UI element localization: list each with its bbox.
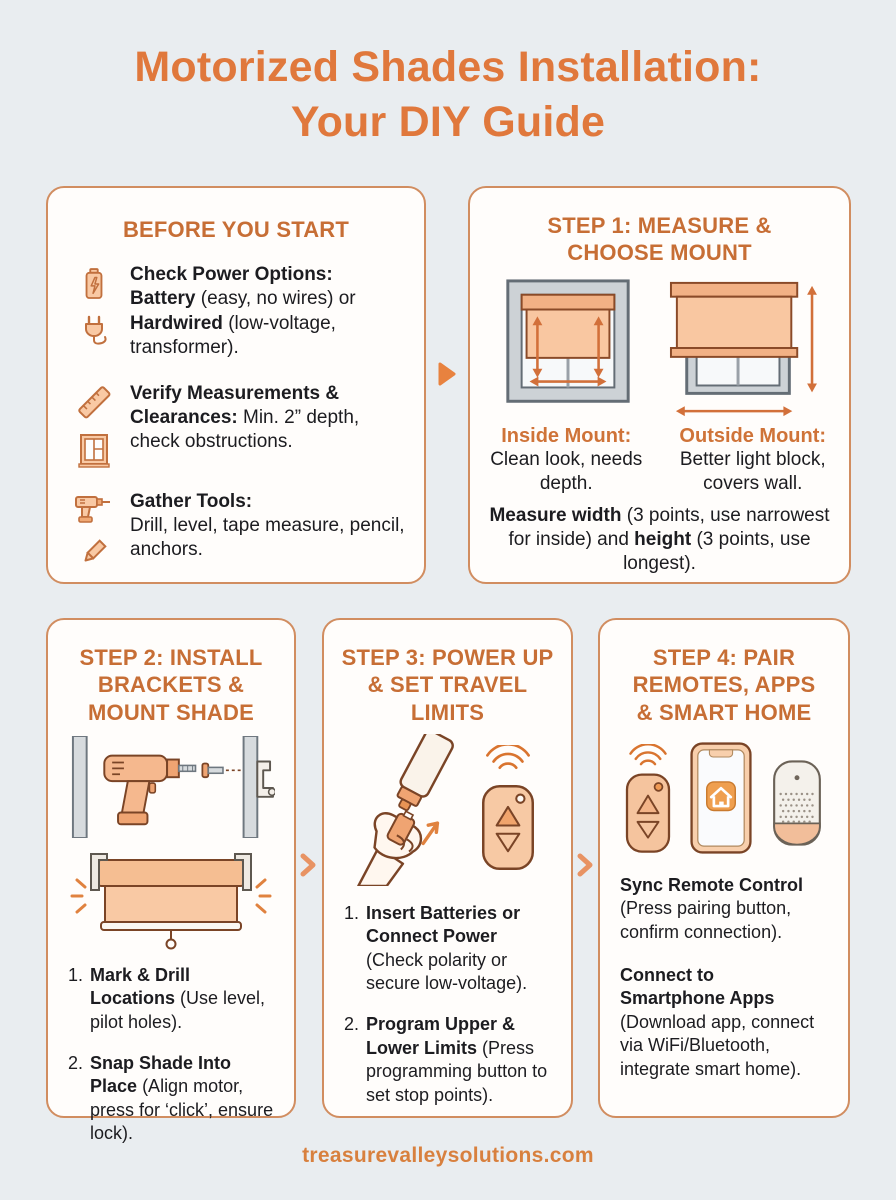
item-text xyxy=(366,1013,551,1107)
chevron-right-icon xyxy=(299,853,317,877)
item-text xyxy=(90,964,274,1034)
list-item xyxy=(344,1013,551,1107)
item-text xyxy=(90,1052,274,1146)
step3-illustration xyxy=(324,734,571,886)
item-text: Battery xyxy=(130,288,196,310)
note-text: (3 points, use narrowest for inside) and xyxy=(508,504,830,550)
item-text: Drill, level, tape measure, pencil, anchors. xyxy=(130,514,405,561)
item-text: Min. 2” depth, check obstructions. xyxy=(130,406,360,453)
step1-title xyxy=(470,212,849,267)
item-text-bold: Connect to xyxy=(620,964,714,985)
ruler-icon xyxy=(76,384,112,420)
inside-mount-desc: Clean look, needs depth. xyxy=(490,448,643,494)
note-text: (3 points, use longest). xyxy=(623,528,811,575)
item-number: 2. xyxy=(344,1014,360,1035)
note-text: height xyxy=(634,528,692,550)
before-item3-icons xyxy=(72,490,116,568)
list-item xyxy=(68,1052,274,1146)
card-step2 xyxy=(46,618,296,1144)
note-text: Measure width xyxy=(489,504,622,526)
list-item xyxy=(72,382,406,468)
list-item xyxy=(620,874,828,944)
step4-title-line3: & SMART HOME xyxy=(636,699,812,725)
item-number: 1. xyxy=(68,964,84,985)
list-item xyxy=(72,490,406,568)
right-arrow-icon xyxy=(437,361,457,387)
before-card-title: BEFORE YOU START xyxy=(122,217,350,242)
item-text: (easy, no wires) or xyxy=(195,288,356,310)
item-text xyxy=(366,902,551,996)
before-item3-text xyxy=(130,490,406,568)
remote-icon xyxy=(475,745,541,875)
card-step1 xyxy=(468,186,851,584)
item-text: Verify Measurements & Clearances: xyxy=(130,382,340,428)
item-text-bold: Sync Remote Control xyxy=(620,874,804,895)
step4-title-line2: REMOTES, APPS xyxy=(632,672,816,698)
before-item2-icons xyxy=(72,382,116,468)
item-text-rest: (Use level, pilot holes). xyxy=(90,988,266,1032)
item-text-bold: Program Upper & Lower Limits xyxy=(366,1014,516,1058)
battery-insert-illustration xyxy=(355,734,463,886)
outside-mount-label xyxy=(663,425,844,496)
step3-title-line2: & SET TRAVEL xyxy=(367,672,528,698)
chevron-right-icon xyxy=(576,853,594,877)
before-item1-text xyxy=(130,263,406,360)
item-number: 1. xyxy=(344,902,360,923)
outside-mount-desc: Better light block, covers wall. xyxy=(679,448,826,494)
inside-mount-title: Inside Mount: xyxy=(501,424,632,447)
page-title-line1: Motorized Shades Installation: xyxy=(134,43,762,91)
item-text-rest: (Press programming button to set stop points). xyxy=(366,1037,548,1105)
before-item1-icons xyxy=(72,263,116,360)
list-item xyxy=(72,263,406,360)
pencil-icon xyxy=(79,536,109,568)
before-items xyxy=(48,263,424,568)
remote-icon xyxy=(620,744,676,856)
step4-blocks xyxy=(600,874,848,1081)
card-step3 xyxy=(322,618,573,1118)
step4-title xyxy=(600,644,848,726)
battery-icon xyxy=(80,265,108,303)
step2-title-line3: MOUNT SHADE xyxy=(88,699,254,725)
window-icon xyxy=(77,432,111,468)
step1-title-line1: STEP 1: MEASURE & xyxy=(547,213,772,238)
page-title xyxy=(0,40,896,150)
item-text: Gather Tools: xyxy=(130,490,253,512)
step4-illustration xyxy=(600,740,848,856)
step2-title-line1: STEP 2: INSTALL xyxy=(79,645,263,670)
step2-illustration-bottom xyxy=(48,844,294,950)
item-number: 2. xyxy=(68,1052,84,1073)
outside-mount-title: Outside Mount: xyxy=(679,424,827,447)
plug-icon xyxy=(78,315,110,347)
item-text-bold: Smartphone Apps xyxy=(620,988,775,1009)
item-text-rest: (Download app, connect via WiFi/Bluetooth, integrate smart home). xyxy=(620,1011,815,1079)
step4-title-line1: STEP 4: PAIR xyxy=(652,645,796,670)
step2-title xyxy=(48,644,294,726)
step3-title-line3: LIMITS xyxy=(410,699,485,725)
item-text: Hardwired xyxy=(130,312,223,334)
item-text-rest: (Check polarity or secure low-voltage). xyxy=(366,949,528,993)
shade-snap-illustration xyxy=(67,844,275,950)
item-text-bold: Mark & Drill Locations xyxy=(90,964,191,1009)
step1-note xyxy=(470,504,849,576)
footer-url: treasurevalleysolutions.com xyxy=(302,1144,594,1167)
item-text-bold: Insert Batteries or Connect Power xyxy=(366,902,521,947)
drill-icon xyxy=(74,492,114,524)
phone-icon xyxy=(688,740,754,856)
item-text: (low-voltage, transformer). xyxy=(130,312,336,358)
step3-title xyxy=(324,644,571,726)
step2-list xyxy=(48,964,294,1146)
step2-title-line2: BRACKETS & xyxy=(97,672,245,698)
smart-speaker-icon xyxy=(766,750,828,856)
step1-mount-labels xyxy=(470,425,849,496)
step1-title-line2: CHOOSE MOUNT xyxy=(567,240,752,266)
list-item xyxy=(68,964,274,1034)
item-text-rest: (Press pairing button, confirm connection). xyxy=(620,898,792,942)
inside-mount-label xyxy=(476,425,657,496)
list-item xyxy=(620,964,828,1081)
step3-list xyxy=(324,902,571,1107)
item-text-rest: (Align motor, press for ‘click’, ensure lock). xyxy=(90,1076,274,1144)
step2-illustration-top xyxy=(48,736,294,838)
before-item2-text xyxy=(130,382,406,468)
list-item xyxy=(344,902,551,996)
card-before-you-start xyxy=(46,186,426,584)
drill-wall-illustration xyxy=(67,736,275,838)
page-title-line2: Your DIY Guide xyxy=(290,98,606,147)
inside-mount-illustration xyxy=(494,275,642,421)
item-text-bold: Snap Shade Into Place xyxy=(90,1052,232,1097)
item-text: Check Power Options: xyxy=(130,264,333,286)
step3-title-line1: STEP 3: POWER UP xyxy=(341,645,554,670)
step1-illustrations xyxy=(470,275,849,421)
card-step4 xyxy=(598,618,850,1118)
outside-mount-illustration xyxy=(656,275,826,421)
